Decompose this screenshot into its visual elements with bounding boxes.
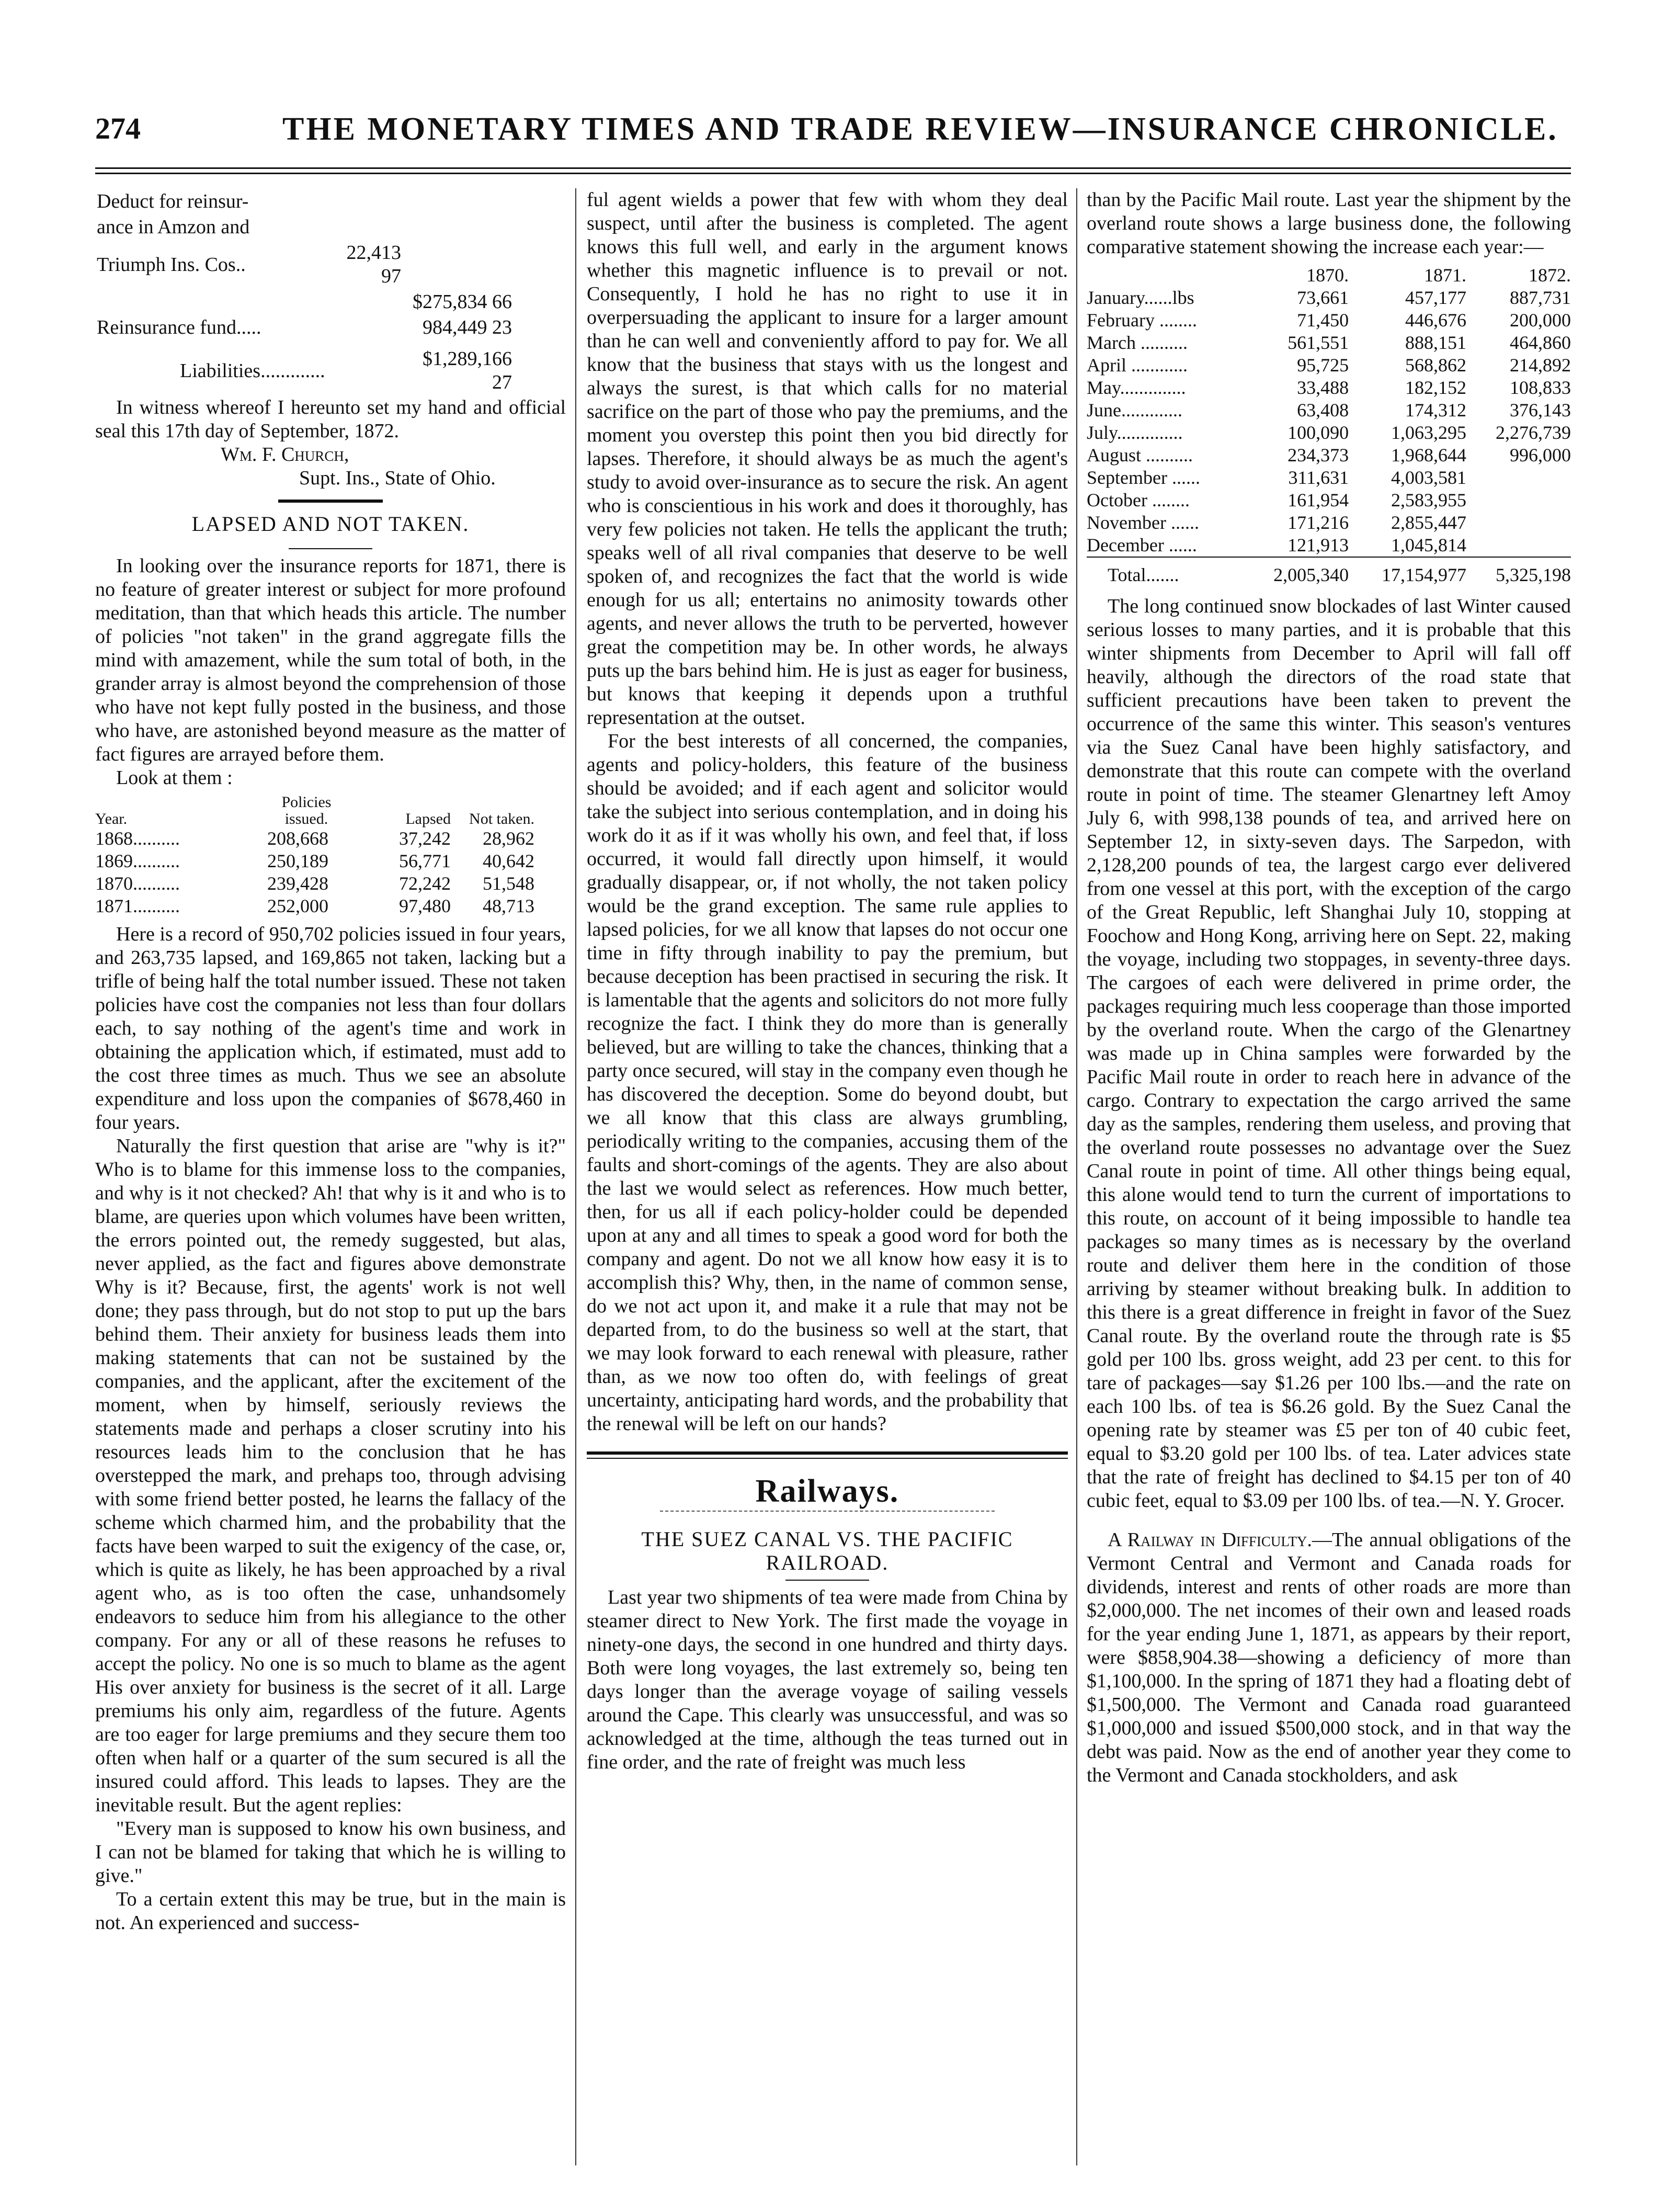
value-cell: 2,276,739 [1496,422,1571,443]
table-row [1087,512,1571,534]
railway-difficulty-text: —The annual obligations of the Vermont Central and Vermont and Canada roads for dividends, interest and rents of other roads are more than $2,000,000. The net incomes of their own and leased roads for the year ending June 1, 1871, as appears by their report, were $858,904.38—showing a deficiency of more than $1,100,000. In the spring of 1871 they had a floating debt of $1,500,000. The Vermont and Canada road guaranteed $1,000,000 and issued $500,000 stock, and in that way the debt was paid. Now as the end of another year they come to the Vermont and Canada stockholders, and ask [1087,1529,1571,1786]
total-cell: 17,154,977 [1382,564,1467,585]
table-row [1087,467,1571,489]
month-cell: December ...... [1087,535,1197,555]
table-row [95,895,534,917]
value-cell: 4,003,581 [1391,467,1467,488]
double-rule-top [587,1451,1068,1455]
value-cell: 108,833 [1510,377,1571,398]
value-cell: 214,892 [1510,355,1571,376]
value-cell: 376,143 [1510,400,1571,421]
shipments-table [1087,264,1571,586]
value-cell: 63,408 [1297,400,1349,421]
total-label: Total....... [1108,564,1179,585]
header-rule-bottom [95,173,1571,174]
value-cell [1466,489,1571,512]
not-taken-cell: 48,713 [483,895,534,916]
th-1872: 1872. [1529,265,1571,286]
suez-paragraph-1: Last year two shipments of tea were made from China by steamer direct to New York. The first made the voyage in ninety-one days, the second in one hundred and thirty days. Both were long voyages, the last extremely so, being ten days longer than the average voyage of sailing vessels around the Cape. This clearly was unsuccessful, and was so acknowledged at the time, although the teas turned out in fine order, and the rate of freight was much less [587,1586,1068,1773]
suez-paragraph-3: The long continued snow blockades of last Winter caused serious losses to many parties, and it is probable that this winter shipments from December to April will fall off heavily, although the directors of the road state that sufficient precautions have been taken to prevent the occurrence of the same this winter. This season's ventures via the Suez Canal have been highly satisfactory, and demonstrate that this route can compete with the overland route in point of time. The steamer Glenartney left Amoy July 6, with 998,138 pounds of tea, and arrived here on September 12, in sixty-seven days. The Sarpedon, with 2,128,200 pounds of tea, the largest cargo ever delivered from one vessel at this port, with the exception of the cargo of the Great Republic, left Shanghai July 10, stopping at Foochow and Hong Kong, arriving here on Sept. 22, making the voyage, including two stoppages, in seventy-three days. The cargoes of each were delivered in prime order, the packages requiring much less cooperage than those imported by the overland route. When the cargo of the Glenartney was made up in China samples were forwarded by the Pacific Mail route in order to reach here in advance of the cargo. Contrary to expectation the cargo arrived the same day as the samples, rendering them useless, and proving that the overland route possesses no advantage over the Suez Canal route in point of time. All other things being equal, this alone would tend to turn the current of importations to this route, on account of it being impossible to handle tea packages so many times as is necessary by the overland route and deliver them here in the condition of those arriving by steamer without breaking bulk. In addition to this there is a great difference in freight in favor of the Suez Canal route. By the overland route the through rate is $5 gold per 100 lbs. gross weight, add 23 per cent. to this for tare of packages—say $1.26 per 100 lbs.—and the rate on each 100 lbs. of tea is $6.26 gold. By the Suez Canal the opening rate by steamer was £5 per ton of 40 cubic feet, equal to $3.20 gold per 100 lbs. of tea. Later advices state that the rate of freight has declined to $4.15 per ton of 40 cubic feet, equal to $3.09 per 100 lbs. of tea.—N. Y. Grocer. [1087,595,1571,1512]
value-cell: 1,063,295 [1391,422,1467,443]
value-cell: 2,583,955 [1391,490,1467,511]
table-row [1087,489,1571,512]
lapsed-paragraph-5: To a certain extent this may be true, but in the main is not. An experienced and success- [95,1888,566,1934]
th-lapsed: Lapsed [405,810,451,827]
table-row [95,827,534,850]
value-cell: 121,913 [1287,535,1349,555]
value-cell: 182,152 [1405,377,1467,398]
value-cell: 464,860 [1510,332,1571,353]
lapsed-cell: 56,771 [399,850,451,871]
month-cell: July.............. [1087,422,1183,443]
deduct-line3-label: Triumph Ins. Cos.. [97,253,246,276]
lapsed-paragraph-1: In looking over the insurance reports for 1871, there is no feature of greater interest or subject for more profound meditation, than that which heads this article. The number of policies "not taken" in the grand aggregate fills the mind with amazement, while the sum total of both, in the grander array is almost beyond the comprehension of those who have not kept fully posted in the business, and those who have, are astonished beyond measure as the matter of fact figures are arrayed before them. [95,555,566,765]
table-row [95,850,534,872]
suez-title-line2: RAILROAD. [766,1551,889,1574]
look-line: Look at them : [116,767,233,789]
month-cell: May.............. [1087,377,1186,398]
value-cell: 457,177 [1405,287,1467,308]
column-divider-1 [575,188,576,2165]
lapsed-title: LAPSED AND NOT TAKEN. [191,512,470,536]
value-cell: 311,631 [1288,467,1349,488]
month-cell: October ........ [1087,490,1190,511]
value-cell: 1,045,814 [1391,535,1467,555]
signature-name: Wm. F. Church, [221,444,349,466]
value-cell: 200,000 [1510,310,1571,331]
lapsed-paragraph-3: Naturally the first question that arise are "why is it?" Who is to blame for this immense loss to the companies, and why is it not checked? Ah! that why is it and who is to blame, are queries upon which volumes have been written, the errors pointed out, the remedy suggested, but alas, never applied, as the fact and figures above demonstrate Why is it? Because, first, the agents' work is not well done; they pass through, but do not stop to put up the bars behind them. Their anxiety for business leads them into making statements that can not be sustained by the companies, and the applicant, after the excitement of the moment, when by himself, seriously reviews the statements made and perhaps a closer scrutiny into his resources leads him to the conclusion that he has overstepped the mark, and prehaps too, through advising with some friend better posted, he learns the fallacy of the scheme which charmed him, and the probability that the facts have been warped to suit the exigency of the case, or, which is quite as likely, he has been approached by a rival agent who, as is too often the case, unhandsomely endeavors to seduce him from his allegiance to the other company. For any or all of these reasons he refuses to accept the policy. No one is so much to blame as the agent His over anxiety for business is the secret of it all. Large premiums his only aim, regardless of the future. Agents are too eager for large premiums and they secure them too often when half or a quarter of the sum secured is all the insured could afford. This leads to lapses. They are the inevitable result. But the agent replies: [95,1135,566,1816]
deduct-line3-value: 22,413 97 [346,242,402,287]
lapsed-paragraph-2: Here is a record of 950,702 policies issued in four years, and 263,735 lapsed, and 169,865 not taken, lacking but a trifle of being half the total number issued. These not taken policies have cost the companies not less than four dollars each, to say nothing of the agent's time and work in obtaining the application which, if estimated, must add to the cost three times as much. Thus we see an absolute expenditure and loss upon the companies of $678,460 in four years. [95,923,566,1133]
th-1871: 1871. [1424,265,1467,286]
lapsed-cell: 97,480 [399,895,451,916]
value-cell: 174,312 [1405,400,1467,421]
reinsurance-label: Reinsurance fund..... [97,316,261,338]
total-row [1087,564,1571,586]
ornament-rule [660,1511,995,1512]
value-cell: 2,855,447 [1391,512,1467,533]
column-divider-2 [1076,188,1077,2165]
value-cell: 234,373 [1287,445,1349,466]
month-cell: January......lbs [1087,287,1194,308]
double-rule-bottom [587,1458,1068,1459]
value-cell: 446,676 [1405,310,1467,331]
policies-cell: 208,668 [267,828,328,849]
policies-table [95,794,534,917]
value-cell: 73,661 [1297,287,1349,308]
value-cell: 561,551 [1287,332,1349,353]
suez-title-line1: THE SUEZ CANAL VS. THE PACIFIC [641,1527,1013,1551]
table-row [1087,534,1571,557]
value-cell: 568,862 [1405,355,1467,376]
month-cell: April ............ [1087,355,1188,376]
value-cell: 887,731 [1510,287,1571,308]
year-cell: 1870.......... [95,873,180,894]
year-cell: 1868.......... [95,828,180,849]
total-cell: 2,005,340 [1273,564,1349,585]
value-cell: 71,450 [1297,310,1349,331]
table-row [1087,444,1571,467]
policies-cell: 250,189 [267,850,328,871]
table-row [1087,422,1571,444]
column-3 [1087,188,1571,1787]
lapsed-continued-2: For the best interests of all concerned, the companies, agents and policy-holders, this feature of the business should be avoided; and if each agent and solicitor would take the subject into serious contemplation, and in doing his work do it as if it was wholly his own, and feel that, if loss occurred, it would fall directly upon himself, it would gradually disappear, or, if not wholly, the not taken policy would be the grand exception. The same rule applies to lapsed policies, for we all know that lapses do not occur one time in fifty through inability to pay the premium, but because deception has been practised in securing the risk. It is lamentable that the agents and solicitors do not more fully recognize the fact. I think they do more than is generally believed, but are willing to take the chances, thinking that a party once secured, will stay in the company even though he has discovered the deception. Some do beyond doubt, but we all know that this class are always grumbling, periodically writing to the companies, accusing them of the faults and short-comings of the agents. They are also about the last we would select as references. How much better, then, for us all if each policy-holder could be depended upon at any and all times to speak a good word for both the company and agent. Do not we all know how easy it is to accomplish this? Why, then, in the name of common sense, do we not act upon it, and make it a rule that may not be departed from, to do the business so well at the start, that we may look forward to each renewal with pleasure, rather than, as we now too often do, with feelings of great uncertainty, anticipating hard words, and the probability that the renewal will be left on our hands? [587,730,1068,1435]
month-cell: November ...... [1087,512,1199,533]
table-row [95,872,534,895]
month-cell: February ........ [1087,310,1197,331]
railway-difficulty-lead: A Railway in Difficulty. [1108,1529,1312,1551]
policies-cell: 252,000 [267,895,328,916]
signature-title: Supt. Ins., State of Ohio. [299,467,496,489]
value-cell: 33,488 [1297,377,1349,398]
column-1 [95,188,566,1935]
value-cell [1466,467,1571,489]
month-cell: August .......... [1087,445,1193,466]
not-taken-cell: 40,642 [483,850,534,871]
table-row [1087,354,1571,377]
value-cell: 888,151 [1405,332,1467,353]
not-taken-cell: 28,962 [483,828,534,849]
header-rule-top [95,167,1571,169]
liabilities-value: $1,289,166 27 [423,348,512,393]
value-cell: 171,216 [1287,512,1349,533]
lapsed-paragraph-4: "Every man is supposed to know his own business, and I can not be blamed for taking that which he is willing to give." [95,1818,566,1887]
month-cell: September ...... [1087,467,1200,488]
year-cell: 1869.......... [95,850,180,871]
th-not-taken: Not taken. [469,810,534,827]
table-row [1087,287,1571,309]
value-cell: 100,090 [1287,422,1349,443]
running-title: THE MONETARY TIMES AND TRADE REVIEW—INSURANCE CHRONICLE. [282,111,1558,147]
not-taken-cell: 51,548 [483,873,534,894]
railways-heading: Railways. [755,1473,899,1509]
value-cell: 161,954 [1287,490,1349,511]
value-cell: 1,968,644 [1391,445,1467,466]
reinsurance-value: 984,449 23 [423,316,512,338]
th-policies: Policies issued. [281,793,332,827]
value-cell: 996,000 [1510,445,1571,466]
lapsed-cell: 72,242 [399,873,451,894]
total-cell: 5,325,198 [1496,564,1571,585]
month-cell: March .......... [1087,332,1188,353]
table-row [1087,377,1571,399]
lapsed-cell: 37,242 [399,828,451,849]
lapsed-continued-1: ful agent wields a power that few with whom they deal suspect, until after the business is completed. The agent knows this full well, and early in the argument knows whether this magnetic influence is to prevail or not. Consequently, I hold he has no right to use it in overpersuading the applicant to insure for a larger amount than he can well and conveniently afford to pay for. We all know that the business that stays with us the longest and always the surest, is that which calls for no material sacrifice on the part of those who pay the premiums, and the moment you overstep this point then you bid directly for lapses. Therefore, it should always be as much the agent's study to avoid over-insurance as to secure the risk. An agent who is conscientious in his work and does it thoroughly, has very few policies not taken. He tells the applicant the truth; speaks well of all rival companies that deserve to be well spoken of, and recognizes the fact that the world is wide enough for us all; entertains no animosity towards other agents, and never allows the truth to be perverted, however great the competition may be. In other words, he always puts up the bars behind him. He is just as eager for business, but knows that keeping it depends upon a truthful representation at the outset. [587,189,1068,729]
deduct-line1: Deduct for reinsur- [97,190,249,212]
table-row [1087,332,1571,354]
deduct-block [95,188,514,396]
th-1870: 1870. [1306,265,1349,286]
year-cell: 1871.......... [95,895,180,916]
column-2 [587,188,1068,1774]
value-cell: 95,725 [1297,355,1349,376]
value-cell [1466,512,1571,534]
deduct-line2: ance in Amzon and [97,216,250,238]
value-cell [1466,534,1571,557]
page-number: 274 [95,111,141,145]
policies-cell: 239,428 [267,873,328,894]
th-year: Year. [95,810,128,827]
title-rule [289,548,372,549]
month-cell: June............. [1087,400,1182,421]
table-row [1087,399,1571,422]
witness-paragraph: In witness whereof I hereunto set my hand and official seal this 17th day of September, 1872. [95,396,566,442]
railway-difficulty-paragraph [1087,1528,1571,1787]
suez-title-rule [785,1580,869,1581]
table-row [1087,309,1571,332]
subtotal-value: $275,834 66 [413,291,512,313]
suez-paragraph-2: than by the Pacific Mail route. Last year the shipment by the overland route shows a large business done, the following comparative statement showing the increase each year:— [1087,189,1571,258]
liabilities-label: Liabilities............. [180,359,325,382]
section-rule [278,500,383,503]
